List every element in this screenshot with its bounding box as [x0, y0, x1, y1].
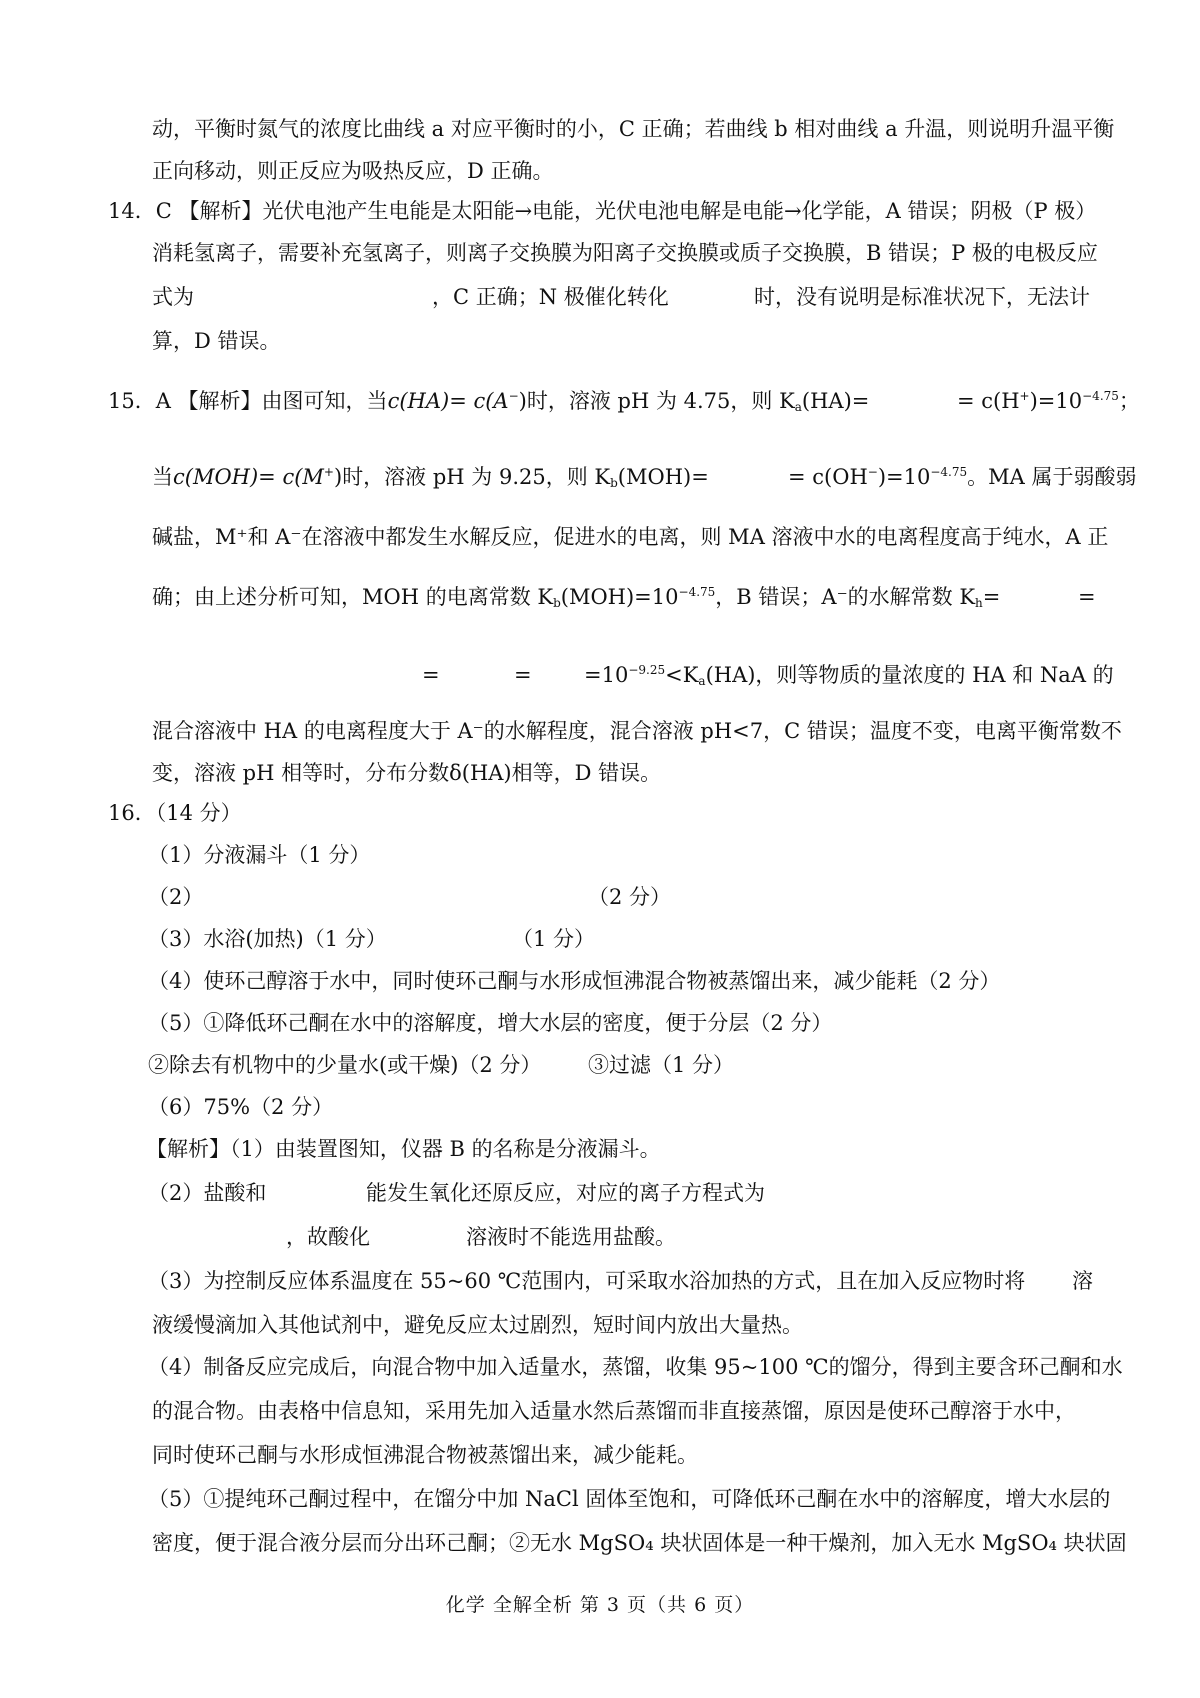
- text-line: 密度，便于混合液分层而分出环己酮；②无水 MgSO₄ 块状固体是一种干燥剂，加入无水 MgSO₄ 块状固: [152, 1531, 1127, 1555]
- text-line: 确；由上述分析可知，MOH 的电离常数 $K_b(MOH)=10^{-4.75}$，B 错误；A⁻的水解常数 $K_h=$: [152, 585, 1001, 610]
- text-line: ，故酸化: [286, 1225, 370, 1249]
- text-line: （4）制备反应完成后，向混合物中加入适量水，蒸馏，收集 95~100 ℃的馏分，得到主要含环己酮和水: [148, 1355, 1123, 1379]
- text-line: （5）①降低环己酮在水中的溶解度，增大水层的密度，便于分层（2 分）: [148, 1011, 833, 1035]
- text-line: 16．（14 分）: [108, 801, 242, 825]
- text-line: 能发生氧化还原反应，对应的离子方程式为: [366, 1181, 765, 1205]
- text-line: （3）为控制反应体系温度在 55~60 ℃范围内，可采取水浴加热的方式，且在加入反应物时将: [148, 1269, 1026, 1293]
- text-line: 碱盐，M⁺和 A⁻在溶液中都发生水解反应，促进水的电离，则 MA 溶液中水的电离程度高于纯水，A 正: [152, 525, 1109, 549]
- text-line: ②除去有机物中的少量水(或干燥)（2 分）: [148, 1053, 542, 1077]
- text-line: 时，没有说明是标准状况下，无法计: [754, 285, 1090, 309]
- text-line: 溶: [1072, 1269, 1093, 1293]
- text-line: （1）分液漏斗（1 分）: [148, 843, 371, 867]
- text-line: （3）水浴(加热)（1 分）: [148, 927, 387, 951]
- text-line: （2）盐酸和: [148, 1181, 267, 1205]
- text-line: ③过滤（1 分）: [588, 1053, 735, 1077]
- text-line: =: [422, 663, 440, 687]
- text-line: 同时使环己酮与水形成恒沸混合物被蒸馏出来，减少能耗。: [152, 1443, 698, 1467]
- text-line: =: [1078, 585, 1096, 609]
- text-line: 动，平衡时氮气的浓度比曲线 a 对应平衡时的小，C 正确；若曲线 b 相对曲线 a 升温，则说明升温平衡: [152, 117, 1115, 141]
- text-line: 的混合物。由表格中信息知，采用先加入适量水然后蒸馏而非直接蒸馏，原因是使环己醇溶于水中，: [152, 1399, 1076, 1423]
- text-line: （5）①提纯环己酮过程中，在馏分中加 NaCl 固体至饱和，可降低环己酮在水中的溶解度，增大水层的: [148, 1487, 1111, 1511]
- text-line: （6）75%（2 分）: [148, 1095, 334, 1119]
- text-line: = $c(OH^-)=10^{-4.75}$。MA 属于弱酸弱: [788, 465, 1137, 489]
- text-line: ，C 正确；N 极催化转化: [432, 285, 669, 309]
- text-line: 消耗氢离子，需要补充氢离子，则离子交换膜为阳离子交换膜或质子交换膜，B 错误；P 极的电极反应: [152, 241, 1098, 265]
- text-line: 变，溶液 pH 相等时，分布分数δ(HA)相等，D 错误。: [152, 761, 662, 785]
- text-line: （4）使环己醇溶于水中，同时使环己酮与水形成恒沸混合物被蒸馏出来，减少能耗（2 分）: [148, 969, 1001, 993]
- text-line: 正向移动，则正反应为吸热反应，D 正确。: [152, 159, 554, 183]
- text-line: （1 分）: [512, 927, 596, 951]
- text-line: 14．C 【解析】光伏电池产生电能是太阳能→电能，光伏电池电解是电能→化学能，A 错误；阴极（P 极）: [108, 199, 1097, 223]
- text-line: $=10^{-9.25}<K_a(HA)$，则等物质的量浓度的 HA 和 NaA 的: [584, 663, 1114, 688]
- text-line: 15．A 【解析】由图可知，当c(HA)= c(A−)时，溶液 pH 为 4.75，则 $K_a(HA)=$: [108, 389, 870, 414]
- page-footer: 化学 全解全析 第 3 页（共 6 页）: [445, 1594, 755, 1616]
- text-line: 算，D 错误。: [152, 329, 281, 353]
- text-line: 液缓慢滴加入其他试剂中，避免反应太过剧烈，短时间内放出大量热。: [152, 1313, 803, 1337]
- text-line: 溶液时不能选用盐酸。: [466, 1225, 676, 1249]
- text-line: = $c(H^+)=10^{-4.75}$；: [957, 389, 1140, 413]
- text-line: （2）: [148, 885, 204, 909]
- text-line: 式为: [152, 285, 194, 309]
- text-line: 混合溶液中 HA 的电离程度大于 A⁻的水解程度，混合溶液 pH<7，C 错误；温度不变，电离平衡常数不: [152, 719, 1122, 743]
- text-line: 【解析】（1）由装置图知，仪器 B 的名称是分液漏斗。: [146, 1137, 661, 1161]
- text-line: =: [514, 663, 532, 687]
- text-line: 当c(MOH)= c(M+)时，溶液 pH 为 9.25，则 $K_b(MOH)=$: [152, 465, 709, 490]
- text-line: （2 分）: [588, 885, 672, 909]
